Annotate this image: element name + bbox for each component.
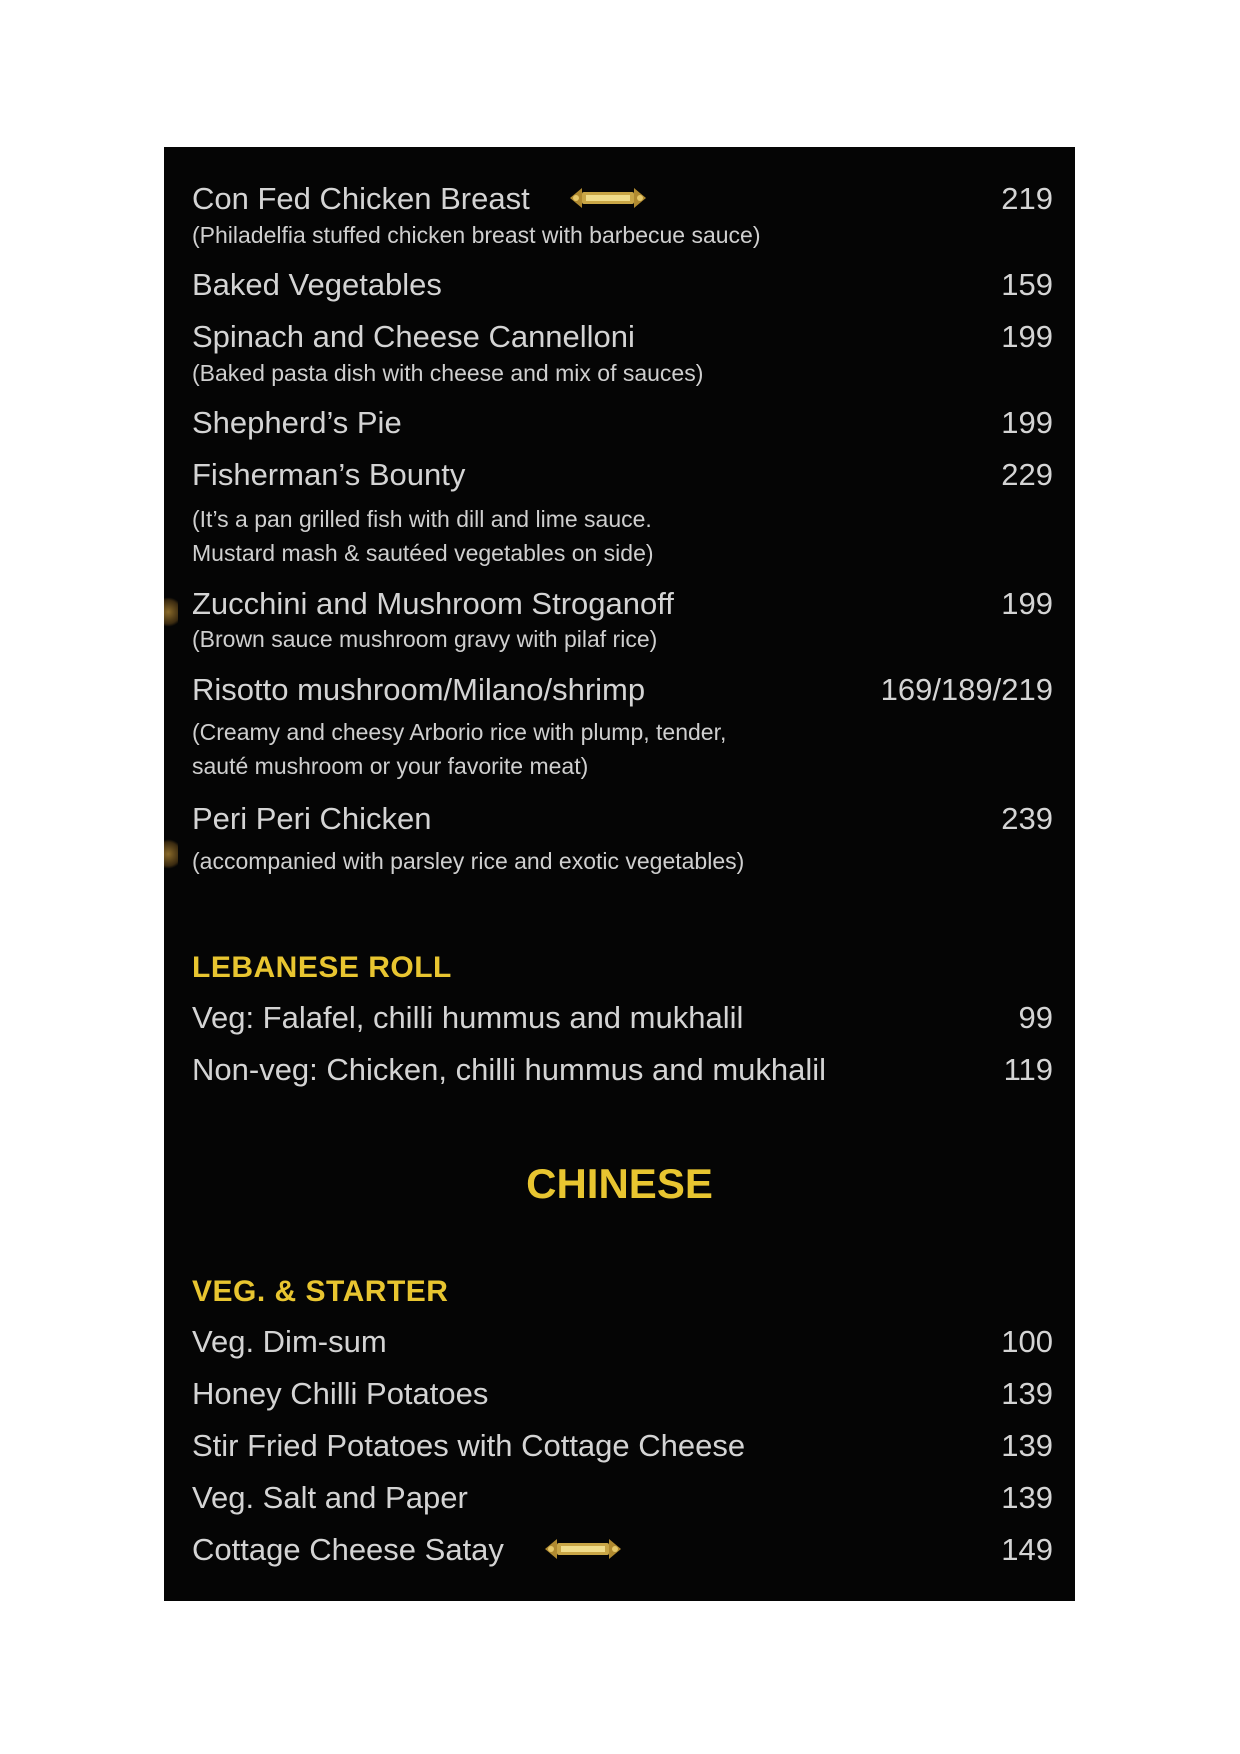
item-price: 159 <box>1001 267 1053 302</box>
item-description: sauté mushroom or your favorite meat) <box>192 753 589 779</box>
menu-item <box>192 1479 1053 1519</box>
menu-item <box>192 1531 1053 1571</box>
item-description: (Creamy and cheesy Arborio rice with plump, tender, <box>192 719 727 745</box>
chef-special-icon <box>568 185 648 211</box>
item-name: Non-veg: Chicken, chilli hummus and mukhalil <box>192 1052 827 1087</box>
item-description: (accompanied with parsley rice and exotic vegetables) <box>192 848 745 874</box>
menu-item <box>192 1323 1053 1363</box>
item-name-text: Cottage Cheese Satay <box>192 1532 504 1567</box>
menu-item <box>192 1375 1053 1415</box>
item-description: (Philadelfia stuffed chicken breast with barbecue sauce) <box>192 222 761 248</box>
menu-panel <box>164 147 1075 1601</box>
item-name: Baked Vegetables <box>192 267 442 302</box>
menu-item <box>192 999 1053 1039</box>
item-price: 149 <box>1001 1532 1053 1567</box>
menu-item <box>192 456 1053 576</box>
item-name: Risotto mushroom/Milano/shrimp <box>192 672 646 707</box>
item-price: 229 <box>1001 457 1053 492</box>
item-name: Stir Fried Potatoes with Cottage Cheese <box>192 1428 746 1463</box>
item-price: 119 <box>1003 1052 1053 1087</box>
item-price: 139 <box>1001 1480 1053 1515</box>
menu-item <box>192 318 1053 398</box>
item-description: (Baked pasta dish with cheese and mix of sauces) <box>192 360 704 386</box>
item-price: 199 <box>1001 586 1053 621</box>
item-price: 99 <box>1018 1000 1053 1035</box>
item-name: Spinach and Cheese Cannelloni <box>192 319 635 354</box>
item-name: Veg. Salt and Paper <box>192 1480 468 1515</box>
item-price: 139 <box>1001 1428 1053 1463</box>
item-price: 169/189/219 <box>880 672 1053 707</box>
menu-item <box>192 800 1053 890</box>
item-description: (It’s a pan grilled fish with dill and lime sauce. <box>192 506 652 532</box>
item-price: 139 <box>1001 1376 1053 1411</box>
item-price: 100 <box>1001 1324 1053 1359</box>
item-name-text: Con Fed Chicken Breast <box>192 181 530 216</box>
item-price: 199 <box>1001 405 1053 440</box>
menu-item <box>192 266 1053 306</box>
edge-ornament <box>164 837 178 871</box>
item-description: (Brown sauce mushroom gravy with pilaf rice) <box>192 626 658 652</box>
item-price: 199 <box>1001 319 1053 354</box>
item-name <box>192 1531 623 1569</box>
menu-item <box>192 671 1053 791</box>
item-name: Fisherman’s Bounty <box>192 457 466 492</box>
item-price: 239 <box>1001 801 1053 836</box>
chef-special-icon <box>543 1536 623 1562</box>
item-name <box>192 180 648 218</box>
item-name: Shepherd’s Pie <box>192 405 402 440</box>
cuisine-title-chinese: CHINESE <box>526 1160 713 1207</box>
menu-item <box>192 1051 1053 1091</box>
menu-item <box>192 1427 1053 1467</box>
item-price: 219 <box>1001 181 1053 216</box>
section-title-lebanese-roll: LEBANESE ROLL <box>192 951 452 984</box>
item-description: Mustard mash & sautéed vegetables on side) <box>192 540 654 566</box>
edge-ornament <box>164 595 178 629</box>
menu-item <box>192 180 1053 260</box>
item-name: Veg. Dim-sum <box>192 1324 387 1359</box>
menu-item <box>192 585 1053 665</box>
item-name: Peri Peri Chicken <box>192 801 432 836</box>
menu-item <box>192 404 1053 444</box>
item-name: Veg: Falafel, chilli hummus and mukhalil <box>192 1000 744 1035</box>
item-name: Honey Chilli Potatoes <box>192 1376 489 1411</box>
section-title-veg-starter: VEG. & STARTER <box>192 1275 449 1308</box>
item-name: Zucchini and Mushroom Stroganoff <box>192 586 674 621</box>
